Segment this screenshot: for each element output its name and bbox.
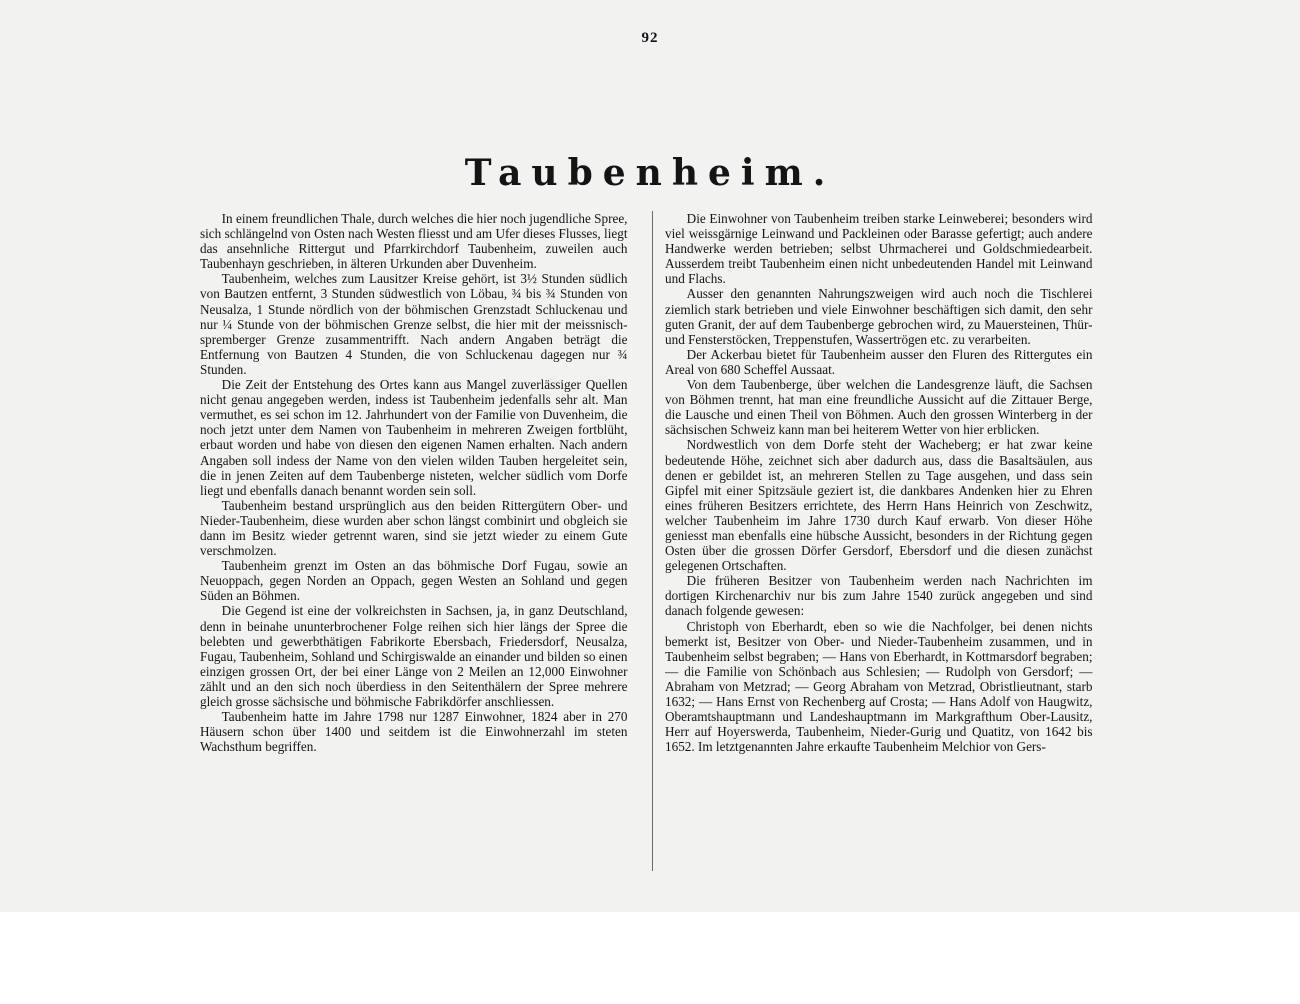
column-divider bbox=[652, 211, 653, 871]
paragraph: Taubenheim, welches zum Lausitzer Kreise gehört, ist 3½ Stunden südlich von Bautzen entfernt, 3 Stunden südwestlich von Löbau, ¾ bis ¾ Stunden von Neusalza, 1 Stunde nördlich von der böhmischen Grenzstadt Schluckenau und nur ¼ Stunde von der böhmischen Grenze selbst, die hier mit der meissnisch-spremberger Grenze zusammentrifft. Nach andern Angaben beträgt die Entfernung von Bautzen 4 Stunden, die von Schluckenau dagegen nur ¾ Stunden. bbox=[200, 271, 628, 377]
paragraph: Christoph von Eberhardt, eben so wie die Nachfolger, bei denen nichts bemerkt ist, Besitzer von Ober- und Nieder-Taubenheim zusammen, und in Taubenheim selbst begraben; — Hans von Eberhardt, in Kottmarsdorf begraben; — die Familie von Schönbach aus Schlesien; — Rudolph von Gersdorf; — Abraham von Metzrad; — Georg Abraham von Metzrad, Obristlieutnant, starb 1632; — Hans Ernst von Rechenberg auf Crosta; — Hans Adolf von Haugwitz, Oberamtshauptmann und Landeshauptmann im Markgrafthum Ober-Lausitz, Herr auf Hoyerswerda, Taubenheim, Nieder-Gurig und Quatitz, von 1642 bis 1652. Im letztgenannten Jahre erkaufte Taubenheim Melchior von Gers- bbox=[665, 618, 1093, 755]
paragraph: Von dem Taubenberge, über welchen die Landesgrenze läuft, die Sachsen von Böhmen trennt, hat man eine freundliche Aussicht auf die Zittauer Berge, die Lausche und einen Theil von Böhmen. Auch den grossen Winterberg in der sächsischen Schweiz kann man bei heiterem Wetter von hier erblicken. bbox=[665, 377, 1093, 438]
paragraph: Die Zeit der Entstehung des Ortes kann aus Mangel zuverlässiger Quellen nicht genau angegeben werden, indess ist Taubenheim jedenfalls sehr alt. Man vermuthet, es sei schon im 12. Jahrhundert von der Familie von Duvenheim, die noch jetzt unter dem Namen von Taubenheim in mehreren Zweigen fortblüht, erbaut worden und habe von diesen den eigenen Namen erhalten. Nach andern Angaben soll indess der Name von den vielen wilden Tauben hergeleitet sein, die in jenen Zeiten auf dem Taubenberge nisteten, welcher südlich vom Dorfe liegt und ebenfalls danach benannt worden sein soll. bbox=[200, 377, 628, 498]
paragraph: Taubenheim grenzt im Osten an das böhmische Dorf Fugau, sowie an Neuoppach, gegen Norden an Oppach, gegen Westen an Sohland und gegen Süden an Böhmen. bbox=[200, 558, 628, 604]
paragraph: Der Ackerbau bietet für Taubenheim ausser den Fluren des Rittergutes ein Areal von 680 Scheffel Aussaat. bbox=[665, 346, 1093, 377]
paragraph: Ausser den genannten Nahrungszweigen wird auch noch die Tischlerei ziemlich stark betrieben und viele Einwohner beschäftigen sich damit, den sehr guten Granit, der auf dem Taubenberge gebrochen wird, zu Mauersteinen, Thür- und Fensterstöcken, Treppenstufen, Wassertrögen etc. zu verarbeiten. bbox=[665, 286, 1093, 347]
paragraph: Taubenheim hatte im Jahre 1798 nur 1287 Einwohner, 1824 aber in 270 Häusern schon über 1400 und seitdem ist die Einwohnerzahl im steten Wachsthum begriffen. bbox=[200, 709, 628, 755]
paragraph: Die früheren Besitzer von Taubenheim werden nach Nachrichten im dortigen Kirchenarchiv nur bis zum Jahre 1540 zurück angegeben und sind danach folgende gewesen: bbox=[665, 573, 1093, 619]
paragraph: Die Gegend ist eine der volkreichsten in Sachsen, ja, in ganz Deutschland, denn in beinahe ununterbrochener Folge reihen sich hier längs der Spree die belebten und gewerbthätigen Fabrikorte Ebersbach, Friedersdorf, Neusalza, Fugau, Taubenheim, Sohland und Schirgiswalde an einander und bilden so einen einzigen grossen Ort, der bei einer Länge von 2 Meilen an 12,000 Einwohner zählt und an den sich noch überdiess in den Seitenthälern der Spree mehrere gleich grosse sächsische und böhmische Fabrikdörfer anschliessen. bbox=[200, 603, 628, 709]
paragraph: Die Einwohner von Taubenheim treiben starke Leinweberei; besonders wird viel weissgärnige Leinwand und Packleinen oder Barasse gefertigt; auch andere Handwerke werden betrieben; selbst Uhrmacherei und Goldschmiedearbeit. Ausserdem treibt Taubenheim einen nicht unbedeutenden Handel mit Leinwand und Flachs. bbox=[665, 211, 1093, 287]
footer-bar bbox=[0, 912, 1300, 1004]
paragraph: Taubenheim bestand ursprünglich aus den beiden Rittergütern Ober- und Nieder-Taubenheim, diese wurden aber schon längst combinirt und obgleich sie dann im Besitz wieder getrennt waren, sind sie jetzt wieder zu einem Gute verschmolzen. bbox=[200, 497, 628, 559]
page-title: Taubenheim. bbox=[464, 152, 836, 194]
paragraph: Nordwestlich von dem Dorfe steht der Wacheberg; er hat zwar keine bedeutende Höhe, zeichnet sich aber dadurch aus, dass die Basaltsäulen, aus denen er gebildet ist, an mehreren Stellen zu Tage ausgehen, und dass sein Gipfel mit einer Spitzsäule geziert ist, die dankbares Andenken hier zu Ehren eines früheren Besitzers errichtete, des Herrn Hans Heinrich von Zeschwitz, welcher Taubenheim im Jahre 1730 durch Kauf erwarb. Von dieser Höhe geniesst man ebenfalls eine hübsche Aussicht, besonders in der Richtung gegen Osten über die grossen Dörfer Gersdorf, Ebersdorf und die diesen zunächst gelegenen Ortschaften. bbox=[665, 437, 1093, 574]
page-number: 92 bbox=[641, 30, 659, 46]
left-column bbox=[200, 211, 627, 871]
right-column bbox=[665, 211, 1092, 871]
paragraph: In einem freundlichen Thale, durch welches die hier noch jugendliche Spree, sich schlängelnd von Osten nach Westen fliesst und am Ufer dieses Flusses, liegt das ansehnliche Rittergut und Pfarrkirchdorf Taubenheim, zuweilen auch Taubenhayn geschrieben, in älteren Urkunden aber Duvenheim. bbox=[200, 211, 628, 272]
